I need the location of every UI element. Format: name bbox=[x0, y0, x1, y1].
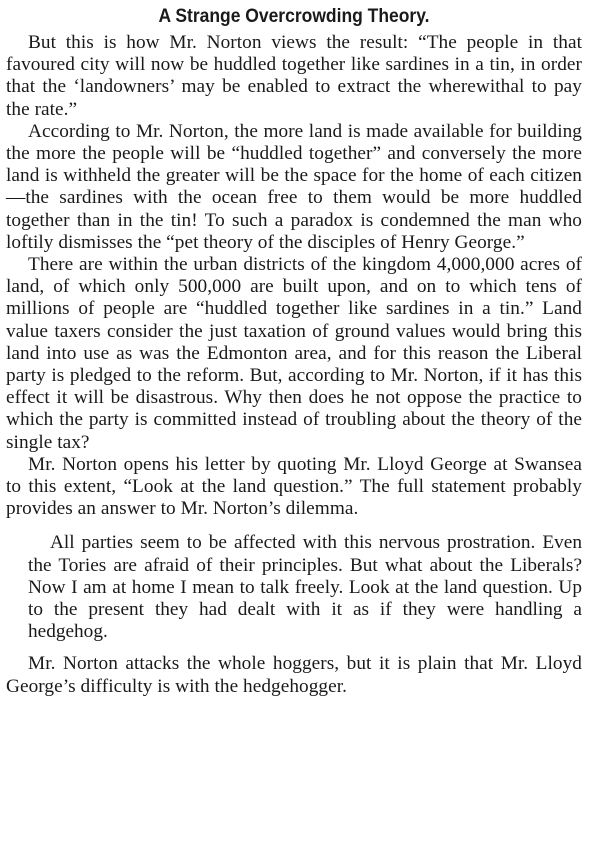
paragraph-urban-land: There are within the urban districts of the kingdom 4,000,000 acres of land, of which only 500,000 are built upon, and on to which tens of millions of people are “huddled together like sardines in a tin.” Land value taxers consider the just taxation of ground values would bring this land into use as was the Edmonton area, and for this reason the Liberal party is pledged to the reform. But, according to Mr. Norton, if it has this effect it will be disastrous. Why then does he not oppose the practice to which the party is committed instead of troubling about the theory of the single tax? bbox=[6, 254, 582, 453]
lloyd-george-quote: All parties seem to be affected with this nervous prostration. Even the Tories are afraid of their principles. But what about the Liberals? Now I am at home I mean to talk freely. Look at the land question. Up to the present they had dealt with it as if they were handling a hedgehog. bbox=[28, 532, 582, 643]
paragraph-result: But this is how Mr. Norton views the result: “The people in that favoured city will now be huddled together like sardines in a tin, in order that the ‘landowners’ may be enabled to extract the wherewithal to pay the rate.” bbox=[6, 32, 582, 120]
article-title: A Strange Overcrowding Theory. bbox=[158, 6, 430, 27]
paragraph-paradox: According to Mr. Norton, the more land is made available for building the more the people will be “huddled together” and conversely the more land is withheld the greater will be the space for the home of each citizen—the sardines with the ocean free to them would be more huddled together than in the tin! To such a paradox is condemned the man who loftily dismisses the “pet theory of the disciples of Henry George.” bbox=[6, 120, 582, 253]
paragraph-swansea: Mr. Norton opens his letter by quoting Mr. Lloyd George at Swansea to this extent, “Look at the land question.” The full statement probably provides an answer to Mr. Norton’s dilemma. bbox=[6, 453, 582, 520]
paragraph-closing: Mr. Norton attacks the whole hoggers, but it is plain that Mr. Lloyd George’s difficulty is with the hedgehogger. bbox=[6, 653, 582, 697]
article bbox=[6, 4, 582, 698]
